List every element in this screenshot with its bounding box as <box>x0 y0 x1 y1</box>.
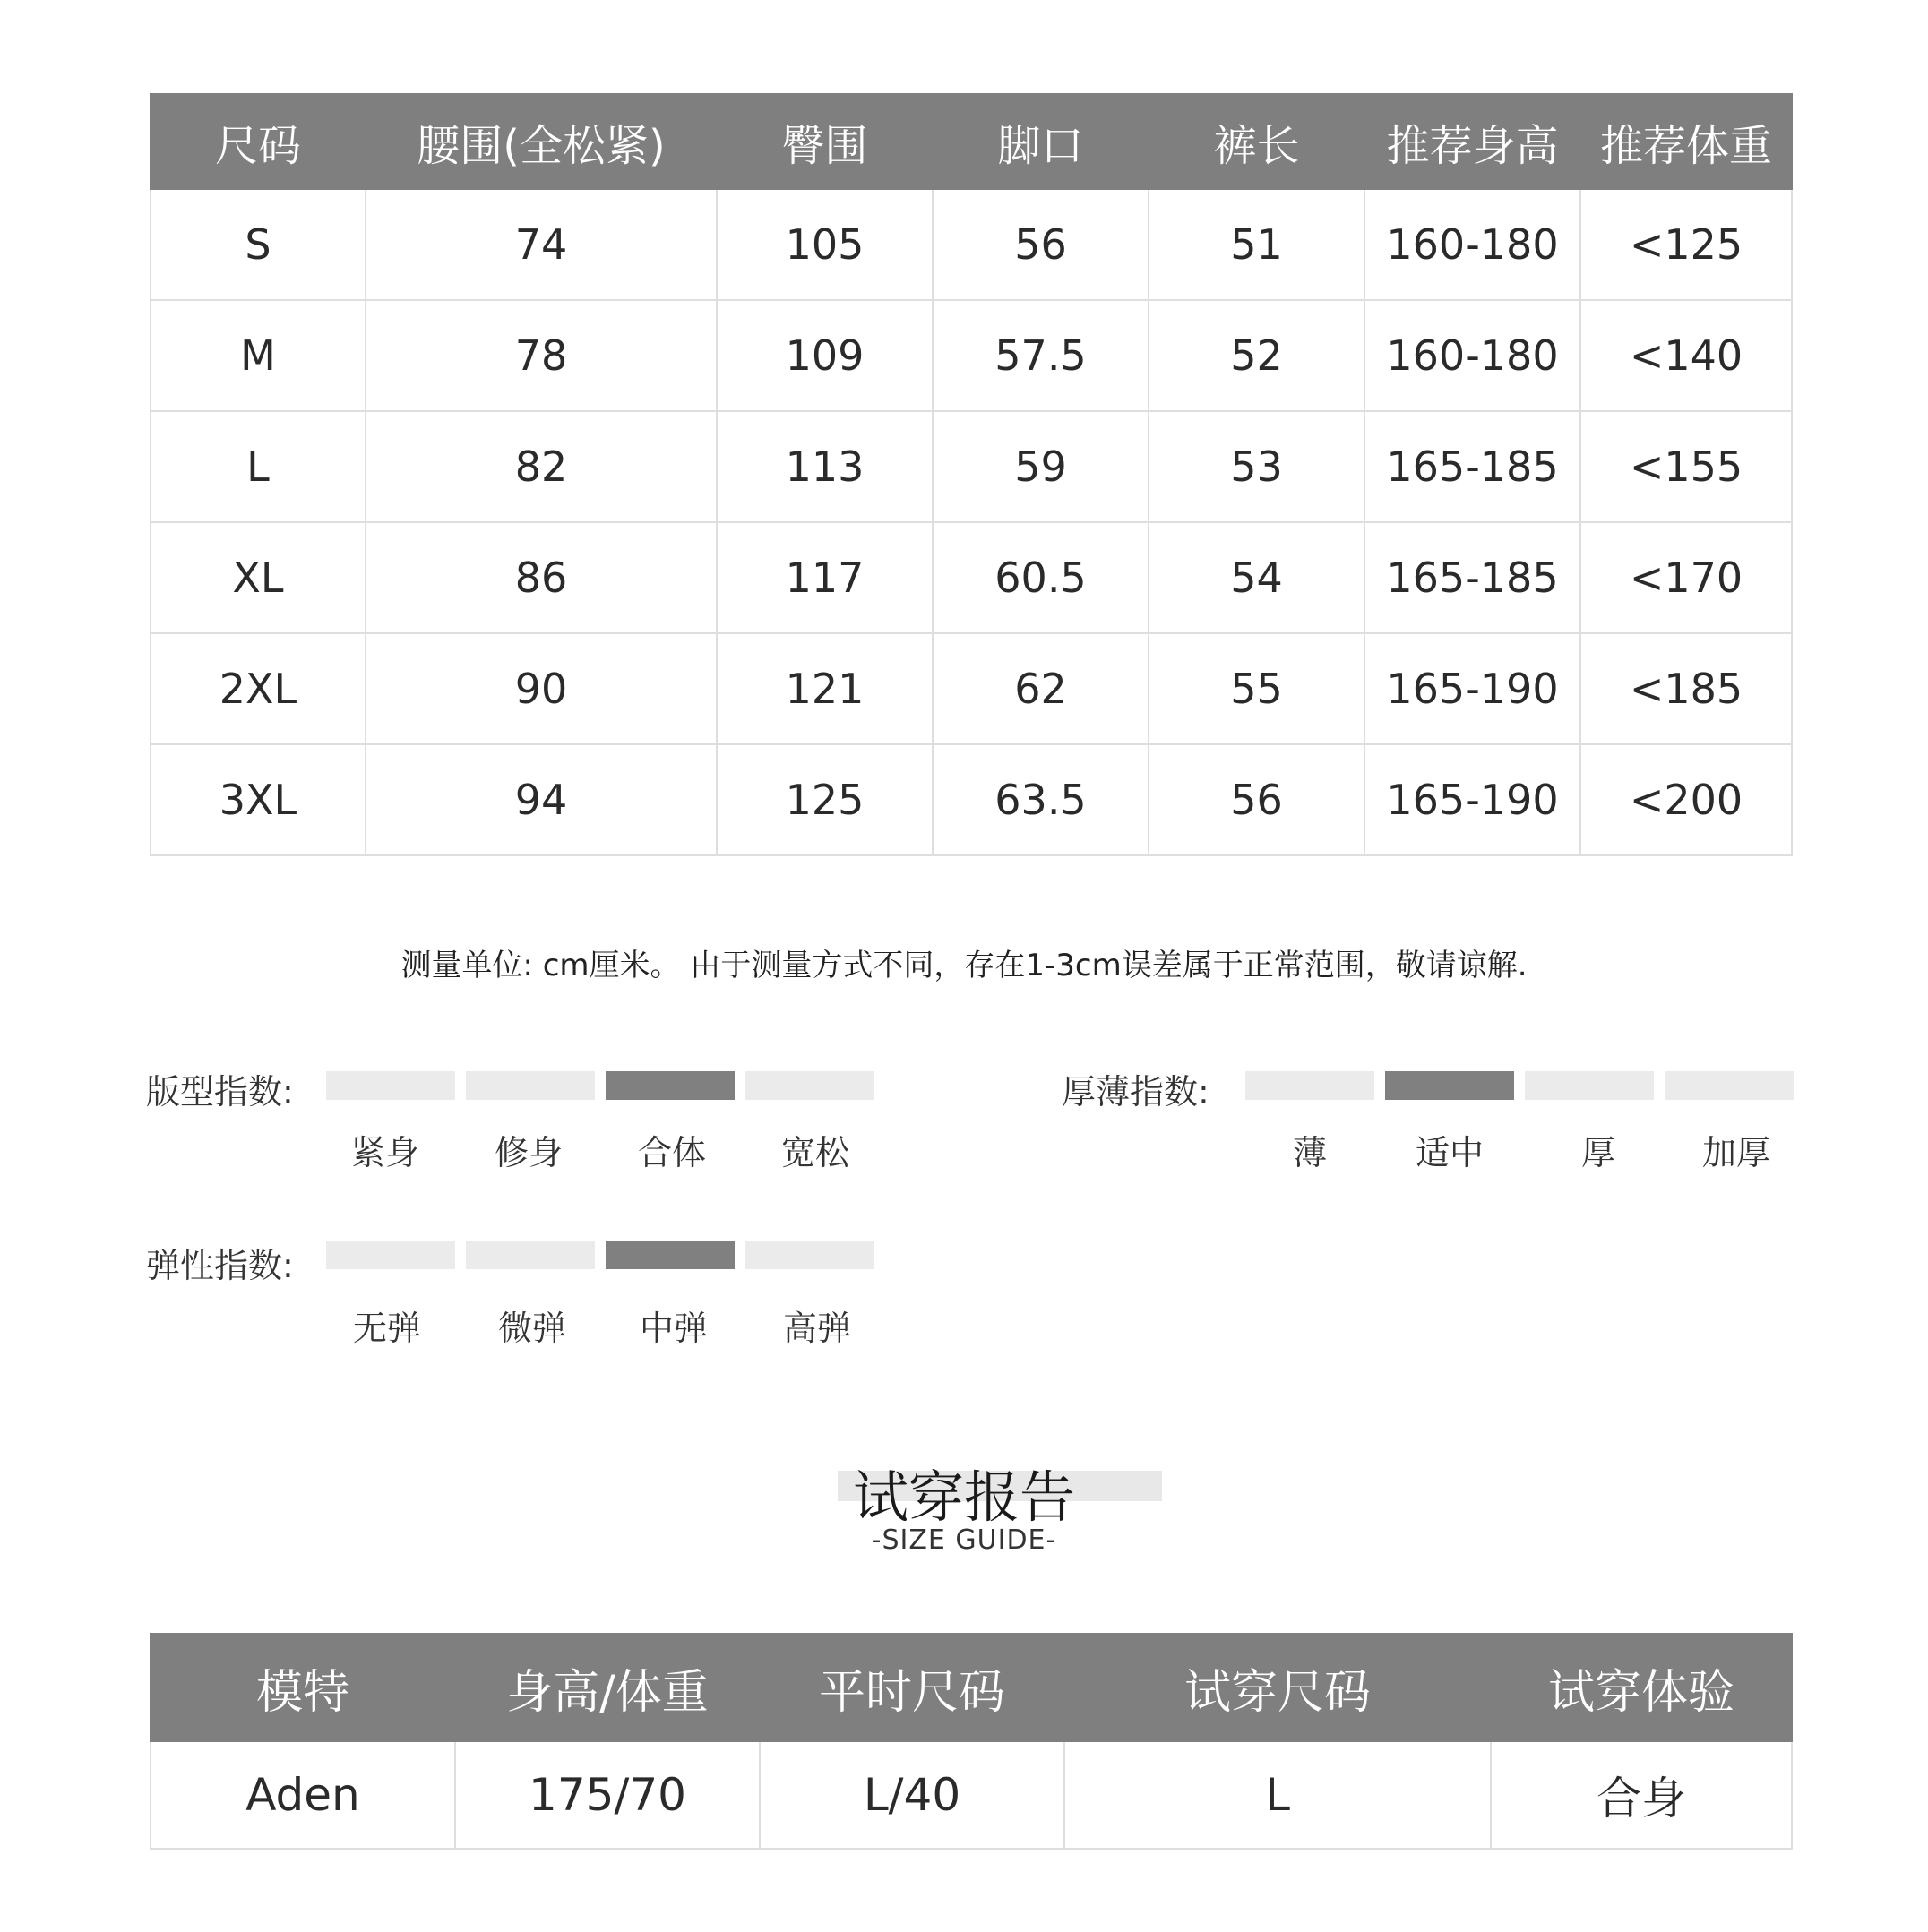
header-recommended-height: 推荐身高 <box>1364 94 1580 189</box>
table-cell: 82 <box>366 411 717 522</box>
table-cell: 62 <box>933 633 1149 744</box>
table-cell: 78 <box>366 300 717 411</box>
table-cell: S <box>151 189 366 300</box>
report-title: 试穿报告 <box>852 1464 1075 1530</box>
thickness-index-label: 厚薄指数: <box>1062 1072 1209 1112</box>
table-cell: 121 <box>717 633 933 744</box>
table-cell: L <box>1064 1741 1491 1849</box>
fit-index-label: 版型指数: <box>146 1072 294 1112</box>
table-cell: <140 <box>1580 300 1792 411</box>
table-cell: M <box>151 300 366 411</box>
scale-option-label: 合体 <box>637 1133 706 1172</box>
scale-segment <box>1245 1071 1374 1100</box>
header-recommended-weight: 推荐体重 <box>1580 94 1792 189</box>
scale-option-label: 紧身 <box>350 1133 419 1172</box>
table-cell: 165-185 <box>1364 411 1580 522</box>
table-cell: 113 <box>717 411 933 522</box>
scale-option-label: 微弹 <box>497 1309 566 1348</box>
table-cell: XL <box>151 522 366 633</box>
table-cell: 60.5 <box>933 522 1149 633</box>
size-chart-header-row <box>151 94 1792 189</box>
table-cell: 74 <box>366 189 717 300</box>
header-size: 尺码 <box>151 94 366 189</box>
table-cell: Aden <box>151 1741 455 1849</box>
table-cell: <125 <box>1580 189 1792 300</box>
table-cell: 53 <box>1149 411 1364 522</box>
table-cell: 165-190 <box>1364 744 1580 855</box>
size-chart-row <box>151 633 1792 744</box>
table-cell: 3XL <box>151 744 366 855</box>
scale-option-label: 适中 <box>1415 1133 1484 1172</box>
scale-segment <box>1525 1071 1654 1100</box>
table-cell: 57.5 <box>933 300 1149 411</box>
table-cell: 160-180 <box>1364 300 1580 411</box>
scale-segment <box>326 1071 455 1100</box>
scale-segment-selected <box>1385 1071 1514 1100</box>
model-table-header-row <box>151 1634 1792 1741</box>
table-cell: 109 <box>717 300 933 411</box>
table-cell: 63.5 <box>933 744 1149 855</box>
elasticity-index-label: 弹性指数: <box>146 1246 294 1285</box>
scale-option-label: 高弹 <box>782 1309 851 1348</box>
scale-option-label: 加厚 <box>1701 1133 1770 1172</box>
model-table-row <box>151 1741 1792 1849</box>
scale-option-label: 厚 <box>1580 1133 1615 1172</box>
scale-segment <box>745 1241 874 1269</box>
table-cell: <170 <box>1580 522 1792 633</box>
table-cell: 160-180 <box>1364 189 1580 300</box>
header-model: 模特 <box>151 1634 455 1741</box>
header-waist: 腰围(全松紧) <box>366 94 717 189</box>
size-chart-row <box>151 189 1792 300</box>
table-cell: <200 <box>1580 744 1792 855</box>
scale-segment <box>466 1241 595 1269</box>
table-cell: 2XL <box>151 633 366 744</box>
measurement-note: 测量单位: cm厘米。 由于测量方式不同，存在1-3cm误差属于正常范围，敬请谅解. <box>400 948 1528 983</box>
header-leg-opening: 脚口 <box>933 94 1149 189</box>
table-cell: 125 <box>717 744 933 855</box>
scale-segment <box>1665 1071 1794 1100</box>
table-cell: <155 <box>1580 411 1792 522</box>
scale-segment <box>466 1071 595 1100</box>
header-length: 裤长 <box>1149 94 1364 189</box>
size-chart-row <box>151 744 1792 855</box>
table-cell: L/40 <box>760 1741 1064 1849</box>
header-height-weight: 身高/体重 <box>455 1634 760 1741</box>
size-chart-row <box>151 411 1792 522</box>
table-cell: 165-190 <box>1364 633 1580 744</box>
table-cell: 165-185 <box>1364 522 1580 633</box>
table-cell: 52 <box>1149 300 1364 411</box>
report-subtitle: -SIZE GUIDE- <box>871 1524 1057 1556</box>
scale-option-label: 薄 <box>1292 1133 1327 1172</box>
scale-segment <box>326 1241 455 1269</box>
header-fit-experience: 试穿体验 <box>1491 1634 1792 1741</box>
size-chart-row <box>151 522 1792 633</box>
scale-option-label: 无弹 <box>352 1309 421 1348</box>
model-fit-table <box>150 1633 1793 1850</box>
scale-segment <box>745 1071 874 1100</box>
table-cell: 56 <box>1149 744 1364 855</box>
table-cell: 51 <box>1149 189 1364 300</box>
scale-option-label: 宽松 <box>780 1133 849 1172</box>
table-cell: 105 <box>717 189 933 300</box>
table-cell: 90 <box>366 633 717 744</box>
table-cell: 55 <box>1149 633 1364 744</box>
size-chart-row <box>151 300 1792 411</box>
scale-option-label: 修身 <box>494 1133 563 1172</box>
table-cell: 56 <box>933 189 1149 300</box>
table-cell: 59 <box>933 411 1149 522</box>
table-cell: 合身 <box>1491 1741 1792 1849</box>
header-usual-size: 平时尺码 <box>760 1634 1064 1741</box>
header-hip: 臀围 <box>717 94 933 189</box>
size-chart-table <box>150 93 1793 856</box>
table-cell: L <box>151 411 366 522</box>
table-cell: 117 <box>717 522 933 633</box>
scale-segment-selected <box>606 1071 735 1100</box>
table-cell: 86 <box>366 522 717 633</box>
table-cell: 54 <box>1149 522 1364 633</box>
header-tried-size: 试穿尺码 <box>1064 1634 1491 1741</box>
table-cell: <185 <box>1580 633 1792 744</box>
scale-segment-selected <box>606 1241 735 1269</box>
table-cell: 94 <box>366 744 717 855</box>
scale-option-label: 中弹 <box>639 1309 708 1348</box>
table-cell: 175/70 <box>455 1741 760 1849</box>
